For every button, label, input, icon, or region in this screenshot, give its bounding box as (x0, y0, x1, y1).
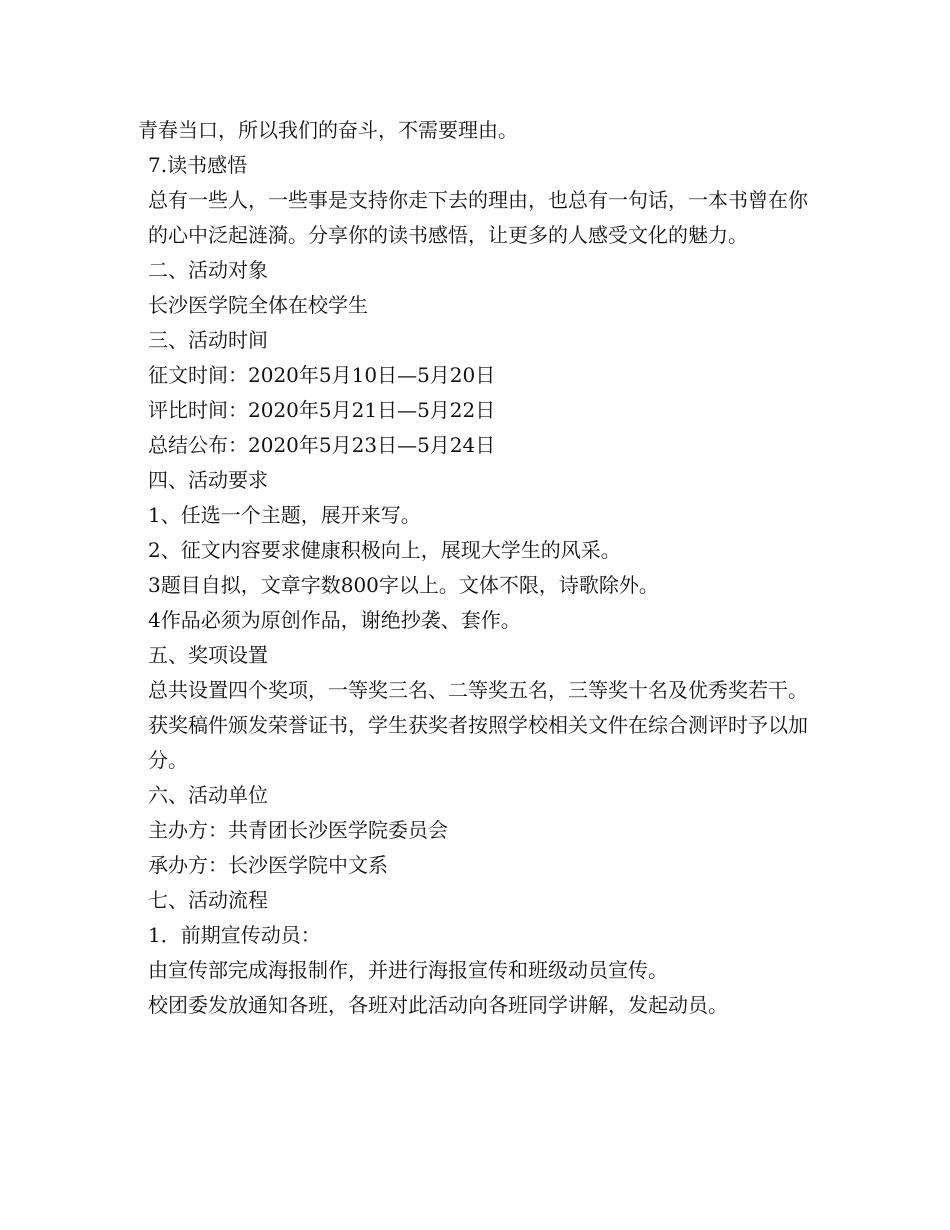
paragraph-line: 3题目自拟，文章字数800字以上。文体不限，诗歌除外。 (148, 573, 659, 597)
section-heading: 六、活动单位 (148, 783, 268, 807)
paragraph-line: 总有一些人，一些事是支持你走下去的理由，也总有一句话，一本书曾在你的心中泛起涟漪。分享你的读书感悟，让更多的人感受文化的魅力。 (148, 188, 808, 247)
paragraph-line: 由宣传部完成海报制作，并进行海报宣传和班级动员宣传。 (148, 958, 668, 982)
paragraph-line: 青春当口，所以我们的奋斗，不需要理由。 (138, 118, 518, 142)
paragraph-line: 校团委发放通知各班，各班对此活动向各班同学讲解，发起动员。 (148, 993, 728, 1017)
paragraph-line: 总共设置四个奖项，一等奖三名、二等奖五名，三等奖十名及优秀奖若干。 (148, 678, 808, 702)
paragraph-line: 获奖稿件颁发荣誉证书，学生获奖者按照学校相关文件在综合测评时予以加分。 (148, 713, 808, 772)
paragraph-line: 4作品必须为原创作品，谢绝抄袭、套作。 (148, 608, 521, 632)
paragraph-line: 1、任选一个主题，展开来写。 (148, 503, 421, 527)
document-body (138, 113, 814, 1023)
section-heading: 五、奖项设置 (148, 643, 268, 667)
section-subheading: 1．前期宣传动员： (148, 923, 321, 947)
section-heading: 二、活动对象 (148, 258, 268, 282)
paragraph-line: 主办方：共青团长沙医学院委员会 (148, 818, 448, 842)
paragraph-line: 征文时间：2020年5月10日—5月20日 (148, 363, 496, 387)
paragraph-line: 长沙医学院全体在校学生 (148, 293, 368, 317)
paragraph-line: 承办方：长沙医学院中文系 (148, 853, 388, 877)
paragraph-line: 总结公布：2020年5月23日—5月24日 (148, 433, 496, 457)
section-subheading: 7.读书感悟 (148, 153, 248, 177)
section-heading: 七、活动流程 (148, 888, 268, 912)
section-heading: 四、活动要求 (148, 468, 268, 492)
paragraph-line: 评比时间：2020年5月21日—5月22日 (148, 398, 496, 422)
section-heading: 三、活动时间 (148, 328, 268, 352)
paragraph-line: 2、征文内容要求健康积极向上，展现大学生的风采。 (148, 538, 621, 562)
